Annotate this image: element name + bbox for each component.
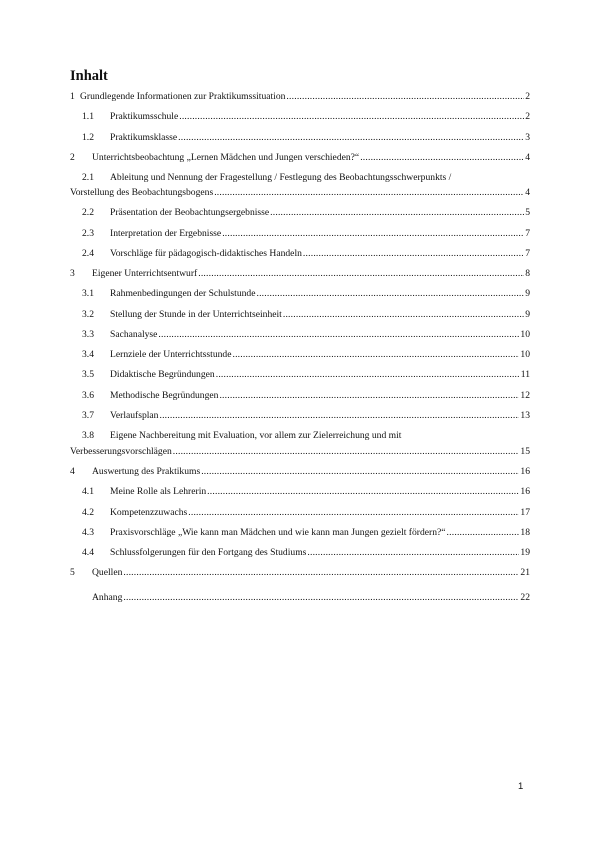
- toc-dot-leader: [188, 507, 519, 520]
- toc-entry[interactable]: [70, 268, 530, 281]
- toc-entry-page: 21: [520, 567, 530, 578]
- toc-entry-number: 3.6: [82, 390, 94, 401]
- toc-entry-title: Rahmenbedingungen der Schulstunde: [110, 288, 256, 299]
- toc-entry-number: 4.3: [82, 527, 94, 538]
- toc-dot-leader: [214, 187, 524, 200]
- toc-entry-page: 5: [525, 207, 530, 218]
- toc-entry-title: Quellen: [92, 567, 123, 578]
- toc-entry-title: Praktikumsschule: [110, 111, 179, 122]
- toc-entry[interactable]: [70, 369, 530, 382]
- toc-entry-number: 1: [70, 91, 75, 102]
- toc-entry[interactable]: [70, 329, 530, 342]
- toc-entry-number: 4.4: [82, 547, 94, 558]
- toc-entry[interactable]: [70, 349, 530, 362]
- toc-entry[interactable]: [70, 111, 530, 124]
- toc-entry-line: [70, 430, 530, 443]
- toc-entry-page: 11: [520, 369, 530, 380]
- toc-entry[interactable]: [70, 547, 530, 560]
- toc-dot-leader: [283, 309, 524, 322]
- toc-entry[interactable]: [70, 288, 530, 301]
- toc-dot-leader: [201, 466, 519, 479]
- toc-entry[interactable]: [70, 248, 530, 261]
- toc-entry-title: Präsentation der Beobachtungsergebnisse: [110, 207, 270, 218]
- toc-dot-leader: [198, 268, 524, 281]
- toc-entry-title: Vorschläge für pädagogisch-didaktisches Handeln: [110, 248, 302, 259]
- toc-entry-title: Didaktische Begründungen: [110, 369, 215, 380]
- toc-entry-title: Ableitung und Nennung der Fragestellung / Festlegung des Beobachtungsschwerpunkts /: [110, 172, 452, 183]
- toc-dot-leader: [219, 390, 519, 403]
- toc-entry-title: Verlaufsplan: [110, 410, 159, 421]
- toc-entry-number: 4.2: [82, 507, 94, 518]
- toc-entry-page: 18: [520, 527, 530, 538]
- toc-entry-title: Anhang: [92, 592, 123, 603]
- toc-entry-page: 7: [525, 228, 530, 239]
- toc-entry[interactable]: [70, 507, 530, 520]
- toc-dot-leader: [270, 207, 524, 220]
- toc-entry-title: Kompetenzzuwachs: [110, 507, 188, 518]
- toc-entry[interactable]: [70, 91, 530, 104]
- toc-dot-leader: [447, 527, 520, 540]
- toc-entry[interactable]: [70, 466, 530, 479]
- toc-dot-leader: [222, 228, 524, 241]
- toc-entry-title: Auswertung des Praktikums: [92, 466, 201, 477]
- toc-dot-leader: [123, 592, 519, 605]
- toc-entry-title: Methodische Begründungen: [110, 390, 219, 401]
- toc-entry-page: 15: [520, 446, 530, 457]
- toc-entry-title: Grundlegende Informationen zur Praktikumssituation: [80, 91, 286, 102]
- toc-entry[interactable]: [70, 390, 530, 403]
- toc-entry[interactable]: [70, 132, 530, 145]
- toc-entry-title: Eigene Nachbereitung mit Evaluation, vor allem zur Zielerreichung und mit: [110, 430, 402, 441]
- toc-dot-leader: [179, 111, 524, 124]
- toc-entry-number: 3: [70, 268, 75, 279]
- toc-dot-leader: [303, 248, 524, 261]
- toc-dot-leader: [173, 446, 520, 459]
- toc-entry-number: 3.4: [82, 349, 94, 360]
- toc-dot-leader: [123, 567, 519, 580]
- toc-dot-leader: [159, 410, 519, 423]
- toc-entry[interactable]: [70, 228, 530, 241]
- toc-dot-leader: [360, 152, 524, 165]
- toc-entry-number: 3.2: [82, 309, 94, 320]
- toc-entry-number: 3.8: [82, 430, 94, 441]
- toc-entry-title-continued: Vorstellung des Beobachtungsbogens: [70, 187, 214, 198]
- toc-entry-page: 9: [525, 309, 530, 320]
- toc-dot-leader: [178, 132, 524, 145]
- toc-entry-number: 4: [70, 466, 75, 477]
- toc-entry-page: 3: [525, 132, 530, 143]
- toc-entry-page: 10: [520, 349, 530, 360]
- toc-entry-page: 9: [525, 288, 530, 299]
- toc-dot-leader: [286, 91, 524, 104]
- toc-entry-page: 10: [520, 329, 530, 340]
- toc-entry[interactable]: [70, 486, 530, 499]
- toc-entry[interactable]: [70, 207, 530, 220]
- toc-entry[interactable]: [70, 446, 530, 459]
- toc-entry[interactable]: [70, 187, 530, 200]
- toc-entry-title: Sachanalyse: [110, 329, 158, 340]
- toc-entry-number: 3.5: [82, 369, 94, 380]
- toc-entry-page: 8: [525, 268, 530, 279]
- toc-entry-number: 1.2: [82, 132, 94, 143]
- toc-entry-title: Lernziele der Unterrichtsstunde: [110, 349, 232, 360]
- toc-entry-number: 2.4: [82, 248, 94, 259]
- toc-dot-leader: [207, 486, 519, 499]
- toc-entry-page: 4: [525, 152, 530, 163]
- toc-entry-title: Praktikumsklasse: [110, 132, 178, 143]
- toc-entry-line: [70, 172, 530, 185]
- toc-entry[interactable]: [70, 527, 530, 540]
- toc-entry-page: 4: [525, 187, 530, 198]
- toc-dot-leader: [307, 547, 519, 560]
- toc-entry-title: Eigener Unterrichtsentwurf: [92, 268, 198, 279]
- toc-entry-page: 2: [525, 91, 530, 102]
- toc-dot-leader: [216, 369, 520, 382]
- toc-entry-title: Meine Rolle als Lehrerin: [110, 486, 207, 497]
- toc-entry-page: 17: [520, 507, 530, 518]
- toc-entry-number: 2.3: [82, 228, 94, 239]
- toc-entry-number: 3.3: [82, 329, 94, 340]
- toc-entry-number: 4.1: [82, 486, 94, 497]
- toc-dot-leader: [232, 349, 519, 362]
- toc-entry-number: 3.7: [82, 410, 94, 421]
- toc-entry-page: 2: [525, 111, 530, 122]
- toc-entry-page: 13: [520, 410, 530, 421]
- toc-entry-page: 12: [520, 390, 530, 401]
- toc-entry-page: 7: [525, 248, 530, 259]
- toc-entry-title: Interpretation der Ergebnisse: [110, 228, 222, 239]
- toc-entry-number: 3.1: [82, 288, 94, 299]
- toc-entry[interactable]: [70, 592, 530, 605]
- toc-entry[interactable]: [70, 309, 530, 322]
- toc-entry-title: Praxisvorschläge „Wie kann man Mädchen und wie kann man Jungen gezielt fördern?“: [110, 527, 446, 538]
- toc-entry[interactable]: [70, 410, 530, 423]
- toc-entry-title: Schlussfolgerungen für den Fortgang des Studiums: [110, 547, 307, 558]
- toc-entry-title-continued: Verbesserungsvorschlägen: [70, 446, 172, 457]
- toc-entry-number: 1.1: [82, 111, 94, 122]
- toc-heading: Inhalt: [70, 68, 108, 84]
- toc-entry-page: 16: [520, 466, 530, 477]
- toc-entry-number: 2: [70, 152, 75, 163]
- toc-entry-number: 2.2: [82, 207, 94, 218]
- toc-dot-leader: [158, 329, 519, 342]
- toc-dot-leader: [256, 288, 524, 301]
- toc-entry[interactable]: [70, 567, 530, 580]
- toc-entry-title: Unterrichtsbeobachtung „Lernen Mädchen und Jungen verschieden?“: [92, 152, 360, 163]
- toc-entry-title: Stellung der Stunde in der Unterrichtseinheit: [110, 309, 282, 320]
- toc-entry-page: 22: [520, 592, 530, 603]
- toc-entry-number: 2.1: [82, 172, 94, 183]
- toc-entry-page: 16: [520, 486, 530, 497]
- page-number: 1: [518, 781, 524, 792]
- toc-entry[interactable]: [70, 152, 530, 165]
- toc-entry-number: 5: [70, 567, 75, 578]
- toc-entry-page: 19: [520, 547, 530, 558]
